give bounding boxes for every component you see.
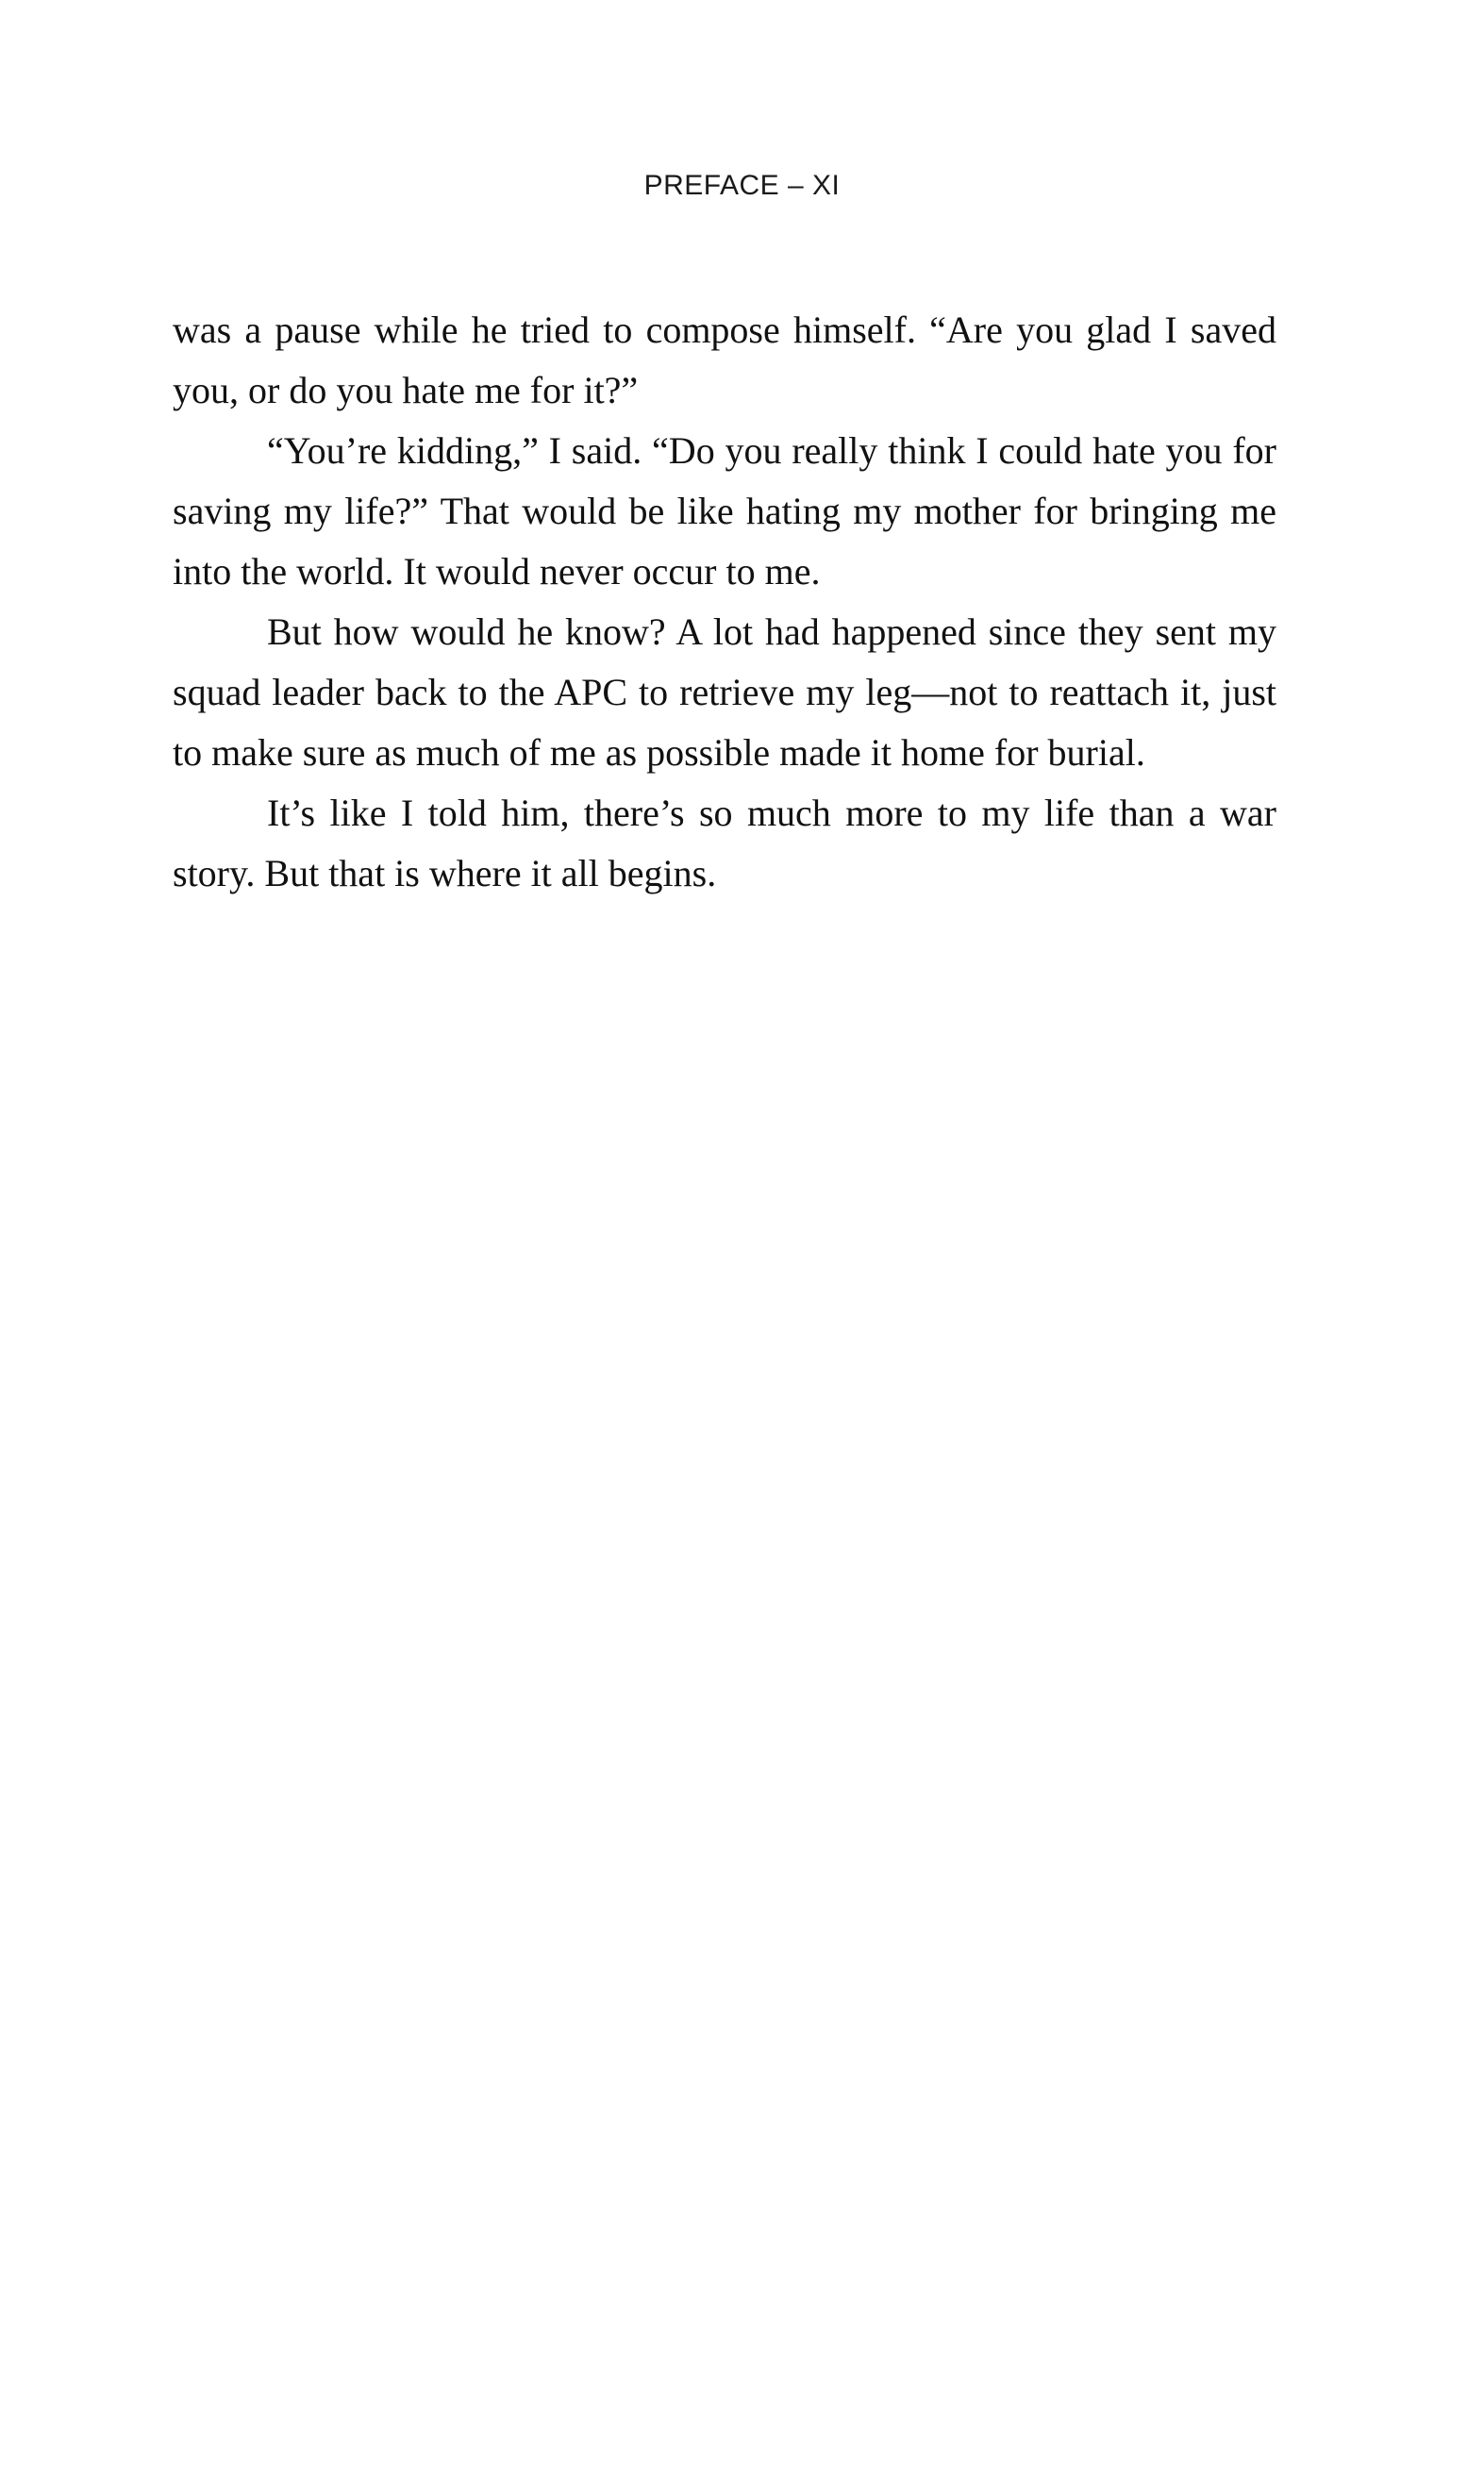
paragraph: It’s like I told him, there’s so much more to my life than a war story. But that is where it all begins. xyxy=(173,792,1276,894)
paragraph: was a pause while he tried to compose himself. “Are you glad I saved you, or do you hate me for it?” xyxy=(173,309,1276,411)
body-text xyxy=(173,300,1276,904)
running-head: PREFACE – XI xyxy=(643,170,841,201)
paragraph: “You’re kidding,” I said. “Do you really think I could hate you for saving my life?” That would be like hating my mother for bringing me into the world. It would never occur to me. xyxy=(173,429,1276,593)
paragraph: But how would he know? A lot had happened since they sent my squad leader back to the APC to retrieve my leg—not to reattach it, just to make sure as much of me as possible made it home for burial. xyxy=(173,610,1276,774)
